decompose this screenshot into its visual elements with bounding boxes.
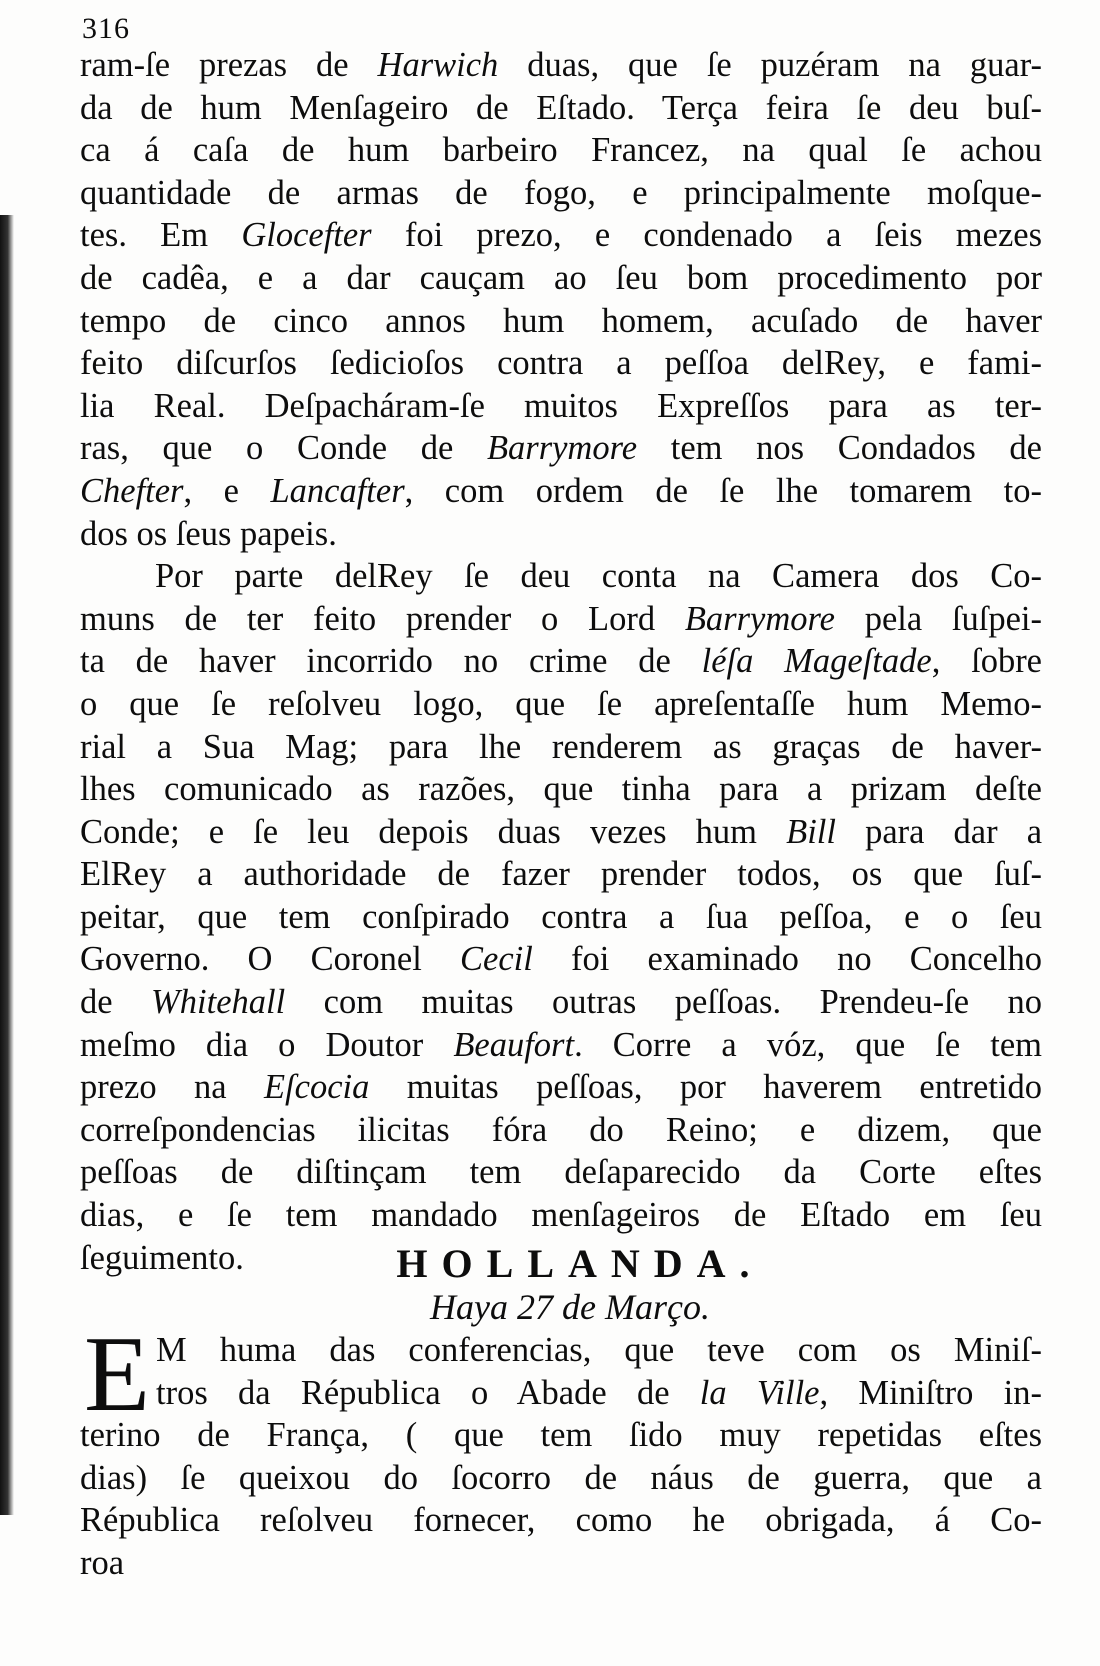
- text-line: [80, 640, 1042, 683]
- paragraph-hollanda: [80, 1315, 1042, 1585]
- text-line: [80, 257, 1042, 300]
- section-heading-country: HOLLANDA.: [396, 1241, 764, 1286]
- text-segment: dos os ſeus papeis.: [80, 514, 337, 553]
- text-line: [80, 555, 1042, 598]
- text-line: [80, 385, 1042, 428]
- text-segment: , e: [183, 471, 271, 510]
- text-segment: ras, que o Conde de: [80, 429, 487, 468]
- paragraph-arrests: [80, 44, 1042, 555]
- italic-name: Glocefter: [241, 216, 372, 255]
- text-segment: o que ſe reſolveu logo, que ſe apreſentaſſe hum Memo-: [80, 684, 1042, 723]
- italic-name: Harwich: [377, 46, 499, 84]
- text-line: [80, 853, 1042, 896]
- text-segment: dias, e ſe tem mandado menſageiros de Eſtado em ſeu: [80, 1196, 1042, 1235]
- body-text-hollanda: [80, 1315, 1042, 1585]
- text-line: [80, 726, 1042, 769]
- drop-cap-initial: E: [84, 1315, 150, 1434]
- text-line: [80, 1542, 1042, 1585]
- text-line: [80, 427, 1042, 470]
- text-segment: dias) ſe queixou do ſocorro de náus de guerra, que a: [80, 1458, 1042, 1497]
- text-segment: M huma das conferencias, que teve com os Miniſ-: [156, 1331, 1042, 1369]
- text-segment: foi prezo, e condenado a ſeis mezes: [371, 216, 1042, 255]
- text-segment: Por parte delRey ſe deu conta na Camera dos Co-: [155, 557, 1042, 596]
- text-segment: ta de haver incorrido no crime de: [80, 642, 702, 681]
- text-segment: ſeguimento.: [80, 1238, 244, 1277]
- italic-name: Whitehall: [151, 983, 286, 1022]
- text-line: [80, 1151, 1042, 1194]
- text-segment: feito diſcurſos ſedicioſos contra a peſſoa delRey, e fami-: [80, 344, 1042, 383]
- body-text-england: [80, 44, 1042, 1279]
- text-line: [80, 1066, 1042, 1109]
- text-segment: tros da Républica o Abade de: [156, 1373, 700, 1412]
- text-line: [80, 683, 1042, 726]
- text-line: [80, 981, 1042, 1024]
- text-segment: pela ſuſpei-: [834, 599, 1042, 638]
- text-line: [80, 300, 1042, 343]
- text-segment: , com ordem de ſe lhe tomarem to-: [404, 471, 1042, 510]
- text-segment: rial a Sua Mag; para lhe renderem as graças de haver-: [80, 727, 1042, 766]
- text-segment: de cadêa, e a dar cauçam ao ſeu bom procedimento por: [80, 258, 1042, 297]
- text-segment: , Miniſtro in-: [819, 1373, 1042, 1412]
- text-segment: roa: [80, 1543, 125, 1582]
- text-line: [80, 513, 1042, 556]
- text-line: [80, 44, 1042, 87]
- italic-name: Barrymore: [684, 599, 835, 638]
- italic-name: la Ville: [699, 1373, 820, 1412]
- text-segment: correſpondencias ilicitas fóra do Reino; e dizem, que: [80, 1110, 1042, 1149]
- text-line: [80, 214, 1042, 257]
- text-segment: lia Real. Deſpacháram-ſe muitos Expreſſos para as ter-: [80, 386, 1042, 425]
- text-segment: muitas peſſoas, por haverem entretido: [369, 1068, 1042, 1107]
- text-line: [80, 87, 1042, 130]
- text-line: [80, 1109, 1042, 1152]
- text-segment: , ſobre: [931, 642, 1042, 681]
- text-segment: tem nos Condados de: [637, 429, 1042, 468]
- text-segment: ca á caſa de hum barbeiro Francez, na qual ſe achou: [80, 131, 1042, 170]
- italic-name: Beaufort: [453, 1025, 575, 1064]
- text-segment: duas, que ſe puzéram na guar-: [498, 46, 1042, 84]
- italic-name: Eſcocia: [263, 1068, 370, 1107]
- text-segment: foi examinado no Concelho: [532, 940, 1043, 979]
- italic-name: léſa Mageſtade: [701, 642, 932, 681]
- text-line: [80, 129, 1042, 172]
- text-segment: Républica reſolveu fornecer, como he obrigada, á Co-: [80, 1501, 1042, 1540]
- text-segment: com muitas outras peſſoas. Prendeu-ſe no: [285, 983, 1042, 1022]
- page-number: 316: [82, 12, 130, 45]
- text-segment: terino de França, ( que tem ſido muy repetidas eſtes: [80, 1416, 1042, 1455]
- text-segment: para dar a: [835, 812, 1043, 851]
- text-segment: quantidade de armas de fogo, e principalmente moſque-: [80, 173, 1042, 212]
- italic-name: Cecil: [460, 940, 533, 979]
- text-segment: tempo de cinco annos hum homem, acuſado de haver: [80, 301, 1042, 340]
- text-line: [80, 1414, 1042, 1457]
- italic-name: Lancafter: [270, 471, 405, 510]
- text-line: [80, 768, 1042, 811]
- italic-name: Chefter: [80, 471, 184, 510]
- text-segment: peſſoas de diſtinçam tem deſaparecido da Corte eſtes: [80, 1153, 1042, 1192]
- text-line: [80, 172, 1042, 215]
- section-dateline: Haya 27 de Março.: [430, 1287, 710, 1327]
- text-segment: ElRey a authoridade de fazer prender todos, os que ſuſ-: [80, 855, 1042, 894]
- text-line: [80, 1372, 1042, 1415]
- text-segment: Governo. O Coronel: [80, 940, 460, 979]
- italic-name: Barrymore: [486, 429, 638, 468]
- text-segment: ram-ſe prezas de: [80, 46, 378, 84]
- text-segment: de: [80, 983, 152, 1022]
- text-segment: meſmo dia o Doutor: [80, 1025, 454, 1064]
- text-line: [80, 1024, 1042, 1067]
- text-line: [80, 1194, 1042, 1237]
- text-line: [80, 1329, 1042, 1372]
- text-line: [80, 1457, 1042, 1500]
- paragraph-commons: [80, 555, 1042, 1279]
- italic-name: Bill: [786, 812, 836, 851]
- text-segment: da de hum Menſageiro de Eſtado. Terça feira ſe deu buſ-: [80, 88, 1042, 127]
- text-segment: . Corre a vóz, que ſe tem: [574, 1025, 1042, 1064]
- text-line: [80, 1499, 1042, 1542]
- text-segment: tes. Em: [80, 216, 242, 255]
- text-segment: Conde; e ſe leu depois duas vezes hum: [80, 812, 787, 851]
- text-line: [80, 896, 1042, 939]
- text-segment: peitar, que tem conſpirado contra a ſua peſſoa, e o ſeu: [80, 897, 1042, 936]
- text-line: [80, 811, 1042, 854]
- text-segment: prezo na: [80, 1068, 264, 1107]
- text-segment: lhes comunicado as razões, que tinha para a prizam deſte: [80, 770, 1042, 809]
- text-line: [80, 470, 1042, 513]
- text-line: [80, 938, 1042, 981]
- text-line: [80, 342, 1042, 385]
- text-segment: muns de ter feito prender o Lord: [80, 599, 685, 638]
- text-line: [80, 598, 1042, 641]
